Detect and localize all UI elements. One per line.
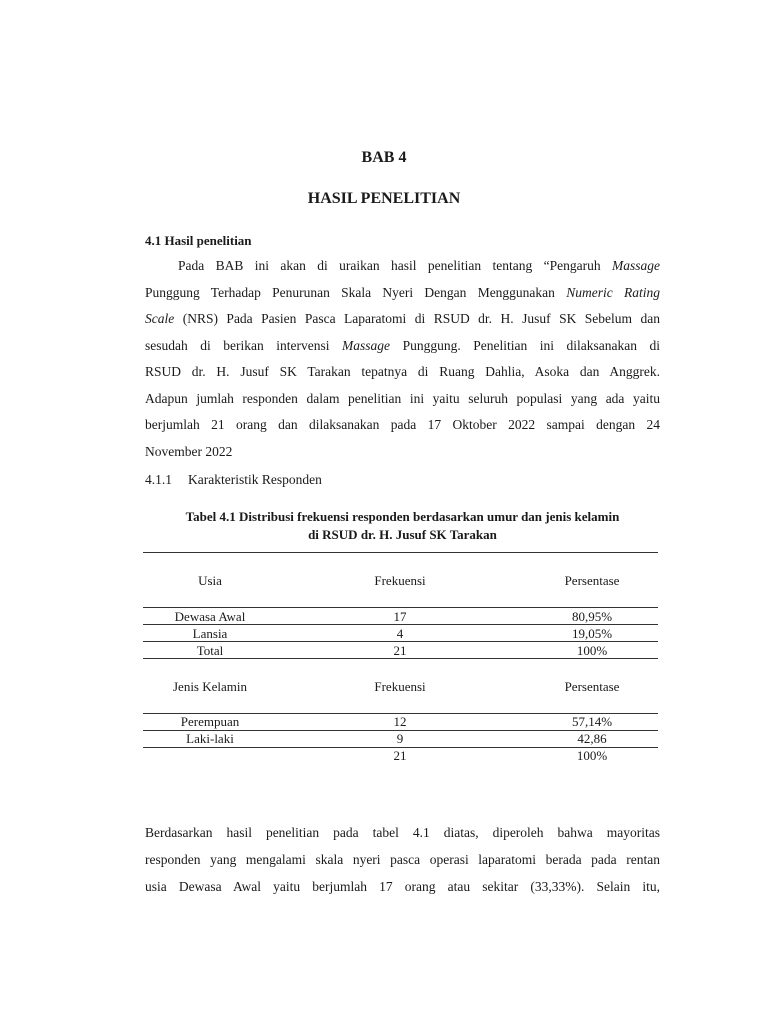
table-caption-line-2: di RSUD dr. H. Jusuf SK Tarakan <box>308 527 497 542</box>
conclusion-line-3: usia Dewasa Awal yaitu berjumlah 17 orang atau sekitar (33,33%). Selain itu, <box>145 879 660 894</box>
table-header-cell: Persentase <box>564 573 620 588</box>
table-cell: Laki-laki <box>186 731 234 746</box>
chapter-title: HASIL PENELITIAN <box>307 190 461 207</box>
intro-line-1: Pada BAB ini akan di uraikan hasil penelitian tentang “Pengaruh Massage <box>178 258 660 273</box>
table-header-cell: Jenis Kelamin <box>172 679 247 694</box>
table-header-cell: Usia <box>198 573 222 588</box>
table-cell: 9 <box>396 731 404 746</box>
table-header-cell: Frekuensi <box>374 679 426 694</box>
intro-line-6: Adapun jumlah responden dalam penelitian ini yaitu seluruh populasi yang ada yaitu <box>145 391 660 406</box>
table-cell: 42,86 <box>577 731 607 746</box>
table-cell: Total <box>196 643 224 658</box>
table-cell: 21 <box>393 643 407 658</box>
table-cell: 100% <box>576 643 608 658</box>
table-cell: 21 <box>393 748 407 763</box>
table-cell: Lansia <box>192 626 228 641</box>
subsection-number: 4.1.1 <box>145 472 172 487</box>
table-header-cell: Persentase <box>564 679 620 694</box>
intro-line-5: RSUD dr. H. Jusuf SK Tarakan tepatnya di Ruang Dahlia, Asoka dan Anggrek. <box>145 364 660 379</box>
conclusion-line-1: Berdasarkan hasil penelitian pada tabel 4.1 diatas, diperoleh bahwa mayoritas <box>145 825 660 840</box>
table-cell: 80,95% <box>571 609 613 624</box>
subsection-title: Karakteristik Responden <box>188 472 322 487</box>
table-cell: 4 <box>396 626 404 641</box>
intro-line-8: November 2022 <box>145 444 233 459</box>
table-cell: 100% <box>576 748 608 763</box>
section-heading: 4.1 Hasil penelitian <box>145 233 252 248</box>
intro-line-7: berjumlah 21 orang dan dilaksanakan pada 17 Oktober 2022 sampai dengan 24 <box>145 417 660 432</box>
table-cell: 12 <box>393 714 407 729</box>
table-cell: 57,14% <box>571 714 613 729</box>
table-cell: Dewasa Awal <box>174 609 246 624</box>
chapter-number: BAB 4 <box>361 149 407 166</box>
table-cell: Perempuan <box>180 714 240 729</box>
table-cell: 17 <box>393 609 407 624</box>
table-rule-top <box>143 552 658 553</box>
intro-line-4: sesudah di berikan intervensi Massage Punggung. Penelitian ini dilaksanakan di <box>145 338 660 353</box>
table-header-cell: Frekuensi <box>374 573 426 588</box>
intro-line-3: Scale (NRS) Pada Pasien Pasca Laparatomi di RSUD dr. H. Jusuf SK Sebelum dan <box>145 311 660 326</box>
intro-line-2: Punggung Terhadap Penurunan Skala Nyeri Dengan Menggunakan Numeric Rating <box>145 285 660 300</box>
conclusion-line-2: responden yang mengalami skala nyeri pasca operasi laparatomi berada pada rentan <box>145 852 660 867</box>
table-rule-age-header <box>143 607 658 608</box>
table-cell: 19,05% <box>571 626 613 641</box>
table-caption-line-1: Tabel 4.1 Distribusi frekuensi responden berdasarkan umur dan jenis kelamin <box>185 509 620 524</box>
